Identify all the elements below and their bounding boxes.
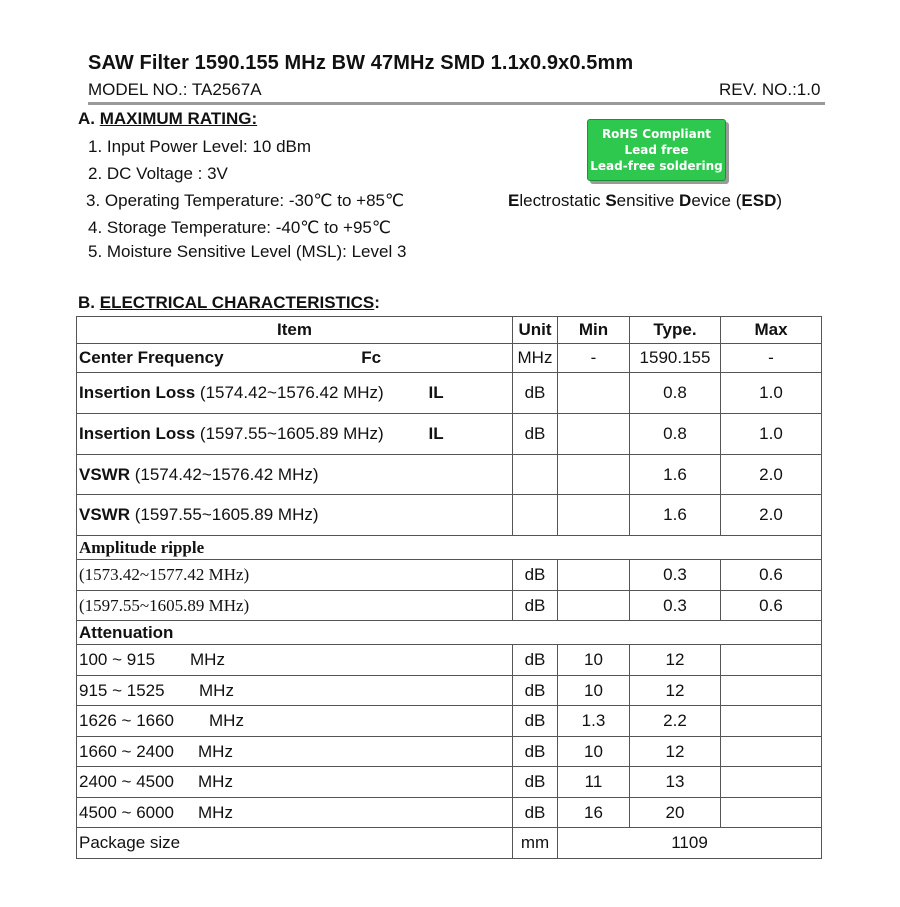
max-cell bbox=[721, 737, 822, 767]
typ-cell: 1.6 bbox=[630, 495, 721, 536]
unit-cell: dB bbox=[513, 645, 558, 676]
vswr-cell bbox=[77, 455, 513, 495]
unit-cell: mm bbox=[513, 828, 558, 859]
typ-cell: 12 bbox=[630, 645, 721, 676]
min-cell: 10 bbox=[558, 737, 630, 767]
min-cell: 10 bbox=[558, 645, 630, 676]
esd-acronym: ESD bbox=[741, 191, 777, 210]
esd-letter-d: D bbox=[679, 191, 692, 210]
table-row bbox=[77, 828, 822, 859]
section-a-title: MAXIMUM RATING: bbox=[99, 109, 258, 128]
header-min: Min bbox=[558, 317, 630, 344]
table-row bbox=[77, 495, 822, 536]
unit-cell: dB bbox=[513, 737, 558, 767]
electrical-characteristics-table bbox=[76, 316, 822, 859]
attenuation-range-cell bbox=[77, 706, 513, 737]
esd-letter-e: E bbox=[508, 191, 520, 210]
section-b-colon: : bbox=[374, 293, 380, 312]
table-row bbox=[77, 706, 822, 737]
rohs-line: RoHS Compliant bbox=[601, 127, 712, 141]
typ-cell: 2.2 bbox=[630, 706, 721, 737]
table-row bbox=[77, 798, 822, 828]
max-cell: 0.6 bbox=[721, 591, 822, 621]
attenuation-range: 100 ~ 915 bbox=[79, 650, 156, 669]
min-cell bbox=[558, 495, 630, 536]
table-row bbox=[77, 621, 822, 645]
esd-word-device: evice ( bbox=[691, 191, 742, 210]
table-row bbox=[77, 591, 822, 621]
typ-cell: 13 bbox=[630, 767, 721, 798]
insertion-loss-symbol: IL bbox=[428, 424, 444, 443]
header-max: Max bbox=[721, 317, 822, 344]
section-b-title: ELECTRICAL CHARACTERISTICS bbox=[99, 293, 375, 312]
attenuation-range-unit: MHz bbox=[198, 772, 233, 791]
max-cell: 1.0 bbox=[721, 414, 822, 455]
insertion-loss-label: Insertion Loss bbox=[79, 424, 196, 443]
table-header-row bbox=[77, 317, 822, 344]
attenuation-range-cell bbox=[77, 798, 513, 828]
rating-item: 3. Operating Temperature: -30℃ to +85℃ bbox=[86, 191, 405, 210]
insertion-loss-cell bbox=[77, 414, 513, 455]
attenuation-range: 1626 ~ 1660 bbox=[79, 711, 175, 730]
rohs-compliance-badge bbox=[587, 119, 726, 181]
section-b-heading bbox=[78, 293, 380, 313]
table-row bbox=[77, 536, 822, 560]
unit-cell: dB bbox=[513, 676, 558, 706]
attenuation-title: Attenuation bbox=[77, 621, 822, 645]
section-a-prefix: A. bbox=[78, 109, 100, 128]
max-cell bbox=[721, 676, 822, 706]
unit-cell bbox=[513, 455, 558, 495]
typ-cell: 12 bbox=[630, 676, 721, 706]
vswr-range: (1574.42~1576.42 MHz) bbox=[130, 464, 319, 484]
lead-free-line: Lead free bbox=[624, 143, 689, 157]
min-cell bbox=[558, 455, 630, 495]
attenuation-range-cell bbox=[77, 645, 513, 676]
ripple-range-cell: (1573.42~1577.42 MHz) bbox=[77, 560, 513, 591]
max-cell bbox=[721, 706, 822, 737]
center-frequency-label: Center Frequency bbox=[79, 348, 224, 367]
esd-close-paren: ) bbox=[776, 191, 783, 210]
typ-cell: 0.8 bbox=[630, 414, 721, 455]
esd-letter-s: S bbox=[605, 191, 617, 210]
typ-cell: 20 bbox=[630, 798, 721, 828]
typ-cell: 1590.155 bbox=[630, 344, 721, 373]
vswr-label: VSWR bbox=[79, 464, 130, 484]
table-row bbox=[77, 414, 822, 455]
attenuation-range-unit: MHz bbox=[198, 802, 233, 822]
typ-cell: 0.8 bbox=[630, 373, 721, 414]
table-row bbox=[77, 767, 822, 798]
max-cell: 1.0 bbox=[721, 373, 822, 414]
rating-item: 4. Storage Temperature: -40℃ to +95℃ bbox=[88, 218, 391, 237]
rating-item: 5. Moisture Sensitive Level (MSL): Level 3 bbox=[88, 242, 407, 261]
insertion-loss-symbol: IL bbox=[428, 383, 444, 402]
min-cell bbox=[558, 414, 630, 455]
attenuation-range-cell bbox=[77, 767, 513, 798]
typ-cell: 0.3 bbox=[630, 560, 721, 591]
min-cell: 10 bbox=[558, 676, 630, 706]
unit-cell: dB bbox=[513, 798, 558, 828]
insertion-loss-range: (1574.42~1576.42 MHz) bbox=[195, 383, 384, 402]
table-row bbox=[77, 560, 822, 591]
min-cell bbox=[558, 560, 630, 591]
header-unit: Unit bbox=[513, 317, 558, 344]
center-frequency-cell bbox=[77, 344, 513, 373]
attenuation-range-cell bbox=[77, 676, 513, 706]
typ-cell: 12 bbox=[630, 737, 721, 767]
typ-cell: 1.6 bbox=[630, 455, 721, 495]
unit-cell: dB bbox=[513, 706, 558, 737]
ripple-range-cell: (1597.55~1605.89 MHz) bbox=[77, 591, 513, 621]
attenuation-range: 915 ~ 1525 bbox=[79, 680, 165, 700]
center-frequency-symbol: Fc bbox=[361, 348, 382, 367]
max-cell bbox=[721, 798, 822, 828]
typ-cell: 0.3 bbox=[630, 591, 721, 621]
max-cell: 2.0 bbox=[721, 455, 822, 495]
insertion-loss-range: (1597.55~1605.89 MHz) bbox=[195, 424, 384, 443]
attenuation-range: 1660 ~ 2400 bbox=[79, 741, 175, 761]
header-item: Item bbox=[77, 317, 513, 344]
table-row bbox=[77, 737, 822, 767]
package-size-value: 1109 bbox=[558, 828, 822, 859]
unit-cell: dB bbox=[513, 560, 558, 591]
max-cell bbox=[721, 767, 822, 798]
section-a-heading bbox=[78, 109, 257, 129]
unit-cell: dB bbox=[513, 591, 558, 621]
insertion-loss-cell bbox=[77, 373, 513, 414]
table-row bbox=[77, 455, 822, 495]
attenuation-range-unit: MHz bbox=[199, 680, 234, 700]
min-cell: - bbox=[558, 344, 630, 373]
attenuation-range-unit: MHz bbox=[198, 741, 233, 761]
unit-cell: dB bbox=[513, 373, 558, 414]
min-cell: 16 bbox=[558, 798, 630, 828]
header-typ: Type. bbox=[630, 317, 721, 344]
lead-free-soldering-line: Lead-free soldering bbox=[590, 159, 723, 173]
min-cell: 1.3 bbox=[558, 706, 630, 737]
header-divider bbox=[88, 102, 825, 105]
amplitude-ripple-title: Amplitude ripple bbox=[77, 536, 822, 560]
esd-word-electrostatic: lectrostatic bbox=[519, 191, 606, 210]
package-size-label: Package size bbox=[77, 828, 513, 859]
unit-cell: dB bbox=[513, 414, 558, 455]
table-row bbox=[77, 676, 822, 706]
unit-cell: dB bbox=[513, 767, 558, 798]
rating-item: 2. DC Voltage : 3V bbox=[88, 164, 228, 183]
table-row bbox=[77, 645, 822, 676]
vswr-range: (1597.55~1605.89 MHz) bbox=[130, 505, 319, 524]
table-row bbox=[77, 344, 822, 373]
unit-cell bbox=[513, 495, 558, 536]
document-title: SAW Filter 1590.155 MHz BW 47MHz SMD 1.1x0.9x0.5mm bbox=[88, 52, 634, 74]
max-cell: 2.0 bbox=[721, 495, 822, 536]
min-cell bbox=[558, 591, 630, 621]
esd-word-sensitive: ensitive bbox=[616, 191, 680, 210]
max-cell: - bbox=[721, 344, 822, 373]
insertion-loss-label: Insertion Loss bbox=[79, 383, 196, 402]
revision-number: REV. NO.:1.0 bbox=[719, 80, 821, 99]
section-b-prefix: B. bbox=[78, 293, 100, 312]
attenuation-range-cell bbox=[77, 737, 513, 767]
attenuation-range: 4500 ~ 6000 bbox=[79, 802, 175, 822]
model-number: MODEL NO.: TA2567A bbox=[88, 80, 262, 99]
attenuation-range-unit: MHz bbox=[209, 711, 244, 730]
min-cell bbox=[558, 373, 630, 414]
table-row bbox=[77, 373, 822, 414]
vswr-cell bbox=[77, 495, 513, 536]
min-cell: 11 bbox=[558, 767, 630, 798]
rating-item: 1. Input Power Level: 10 dBm bbox=[88, 137, 312, 156]
vswr-label: VSWR bbox=[79, 505, 130, 524]
esd-notice bbox=[508, 191, 782, 211]
unit-cell: MHz bbox=[513, 344, 558, 373]
attenuation-range: 2400 ~ 4500 bbox=[79, 772, 175, 791]
max-cell: 0.6 bbox=[721, 560, 822, 591]
max-cell bbox=[721, 645, 822, 676]
attenuation-range-unit: MHz bbox=[190, 650, 225, 669]
